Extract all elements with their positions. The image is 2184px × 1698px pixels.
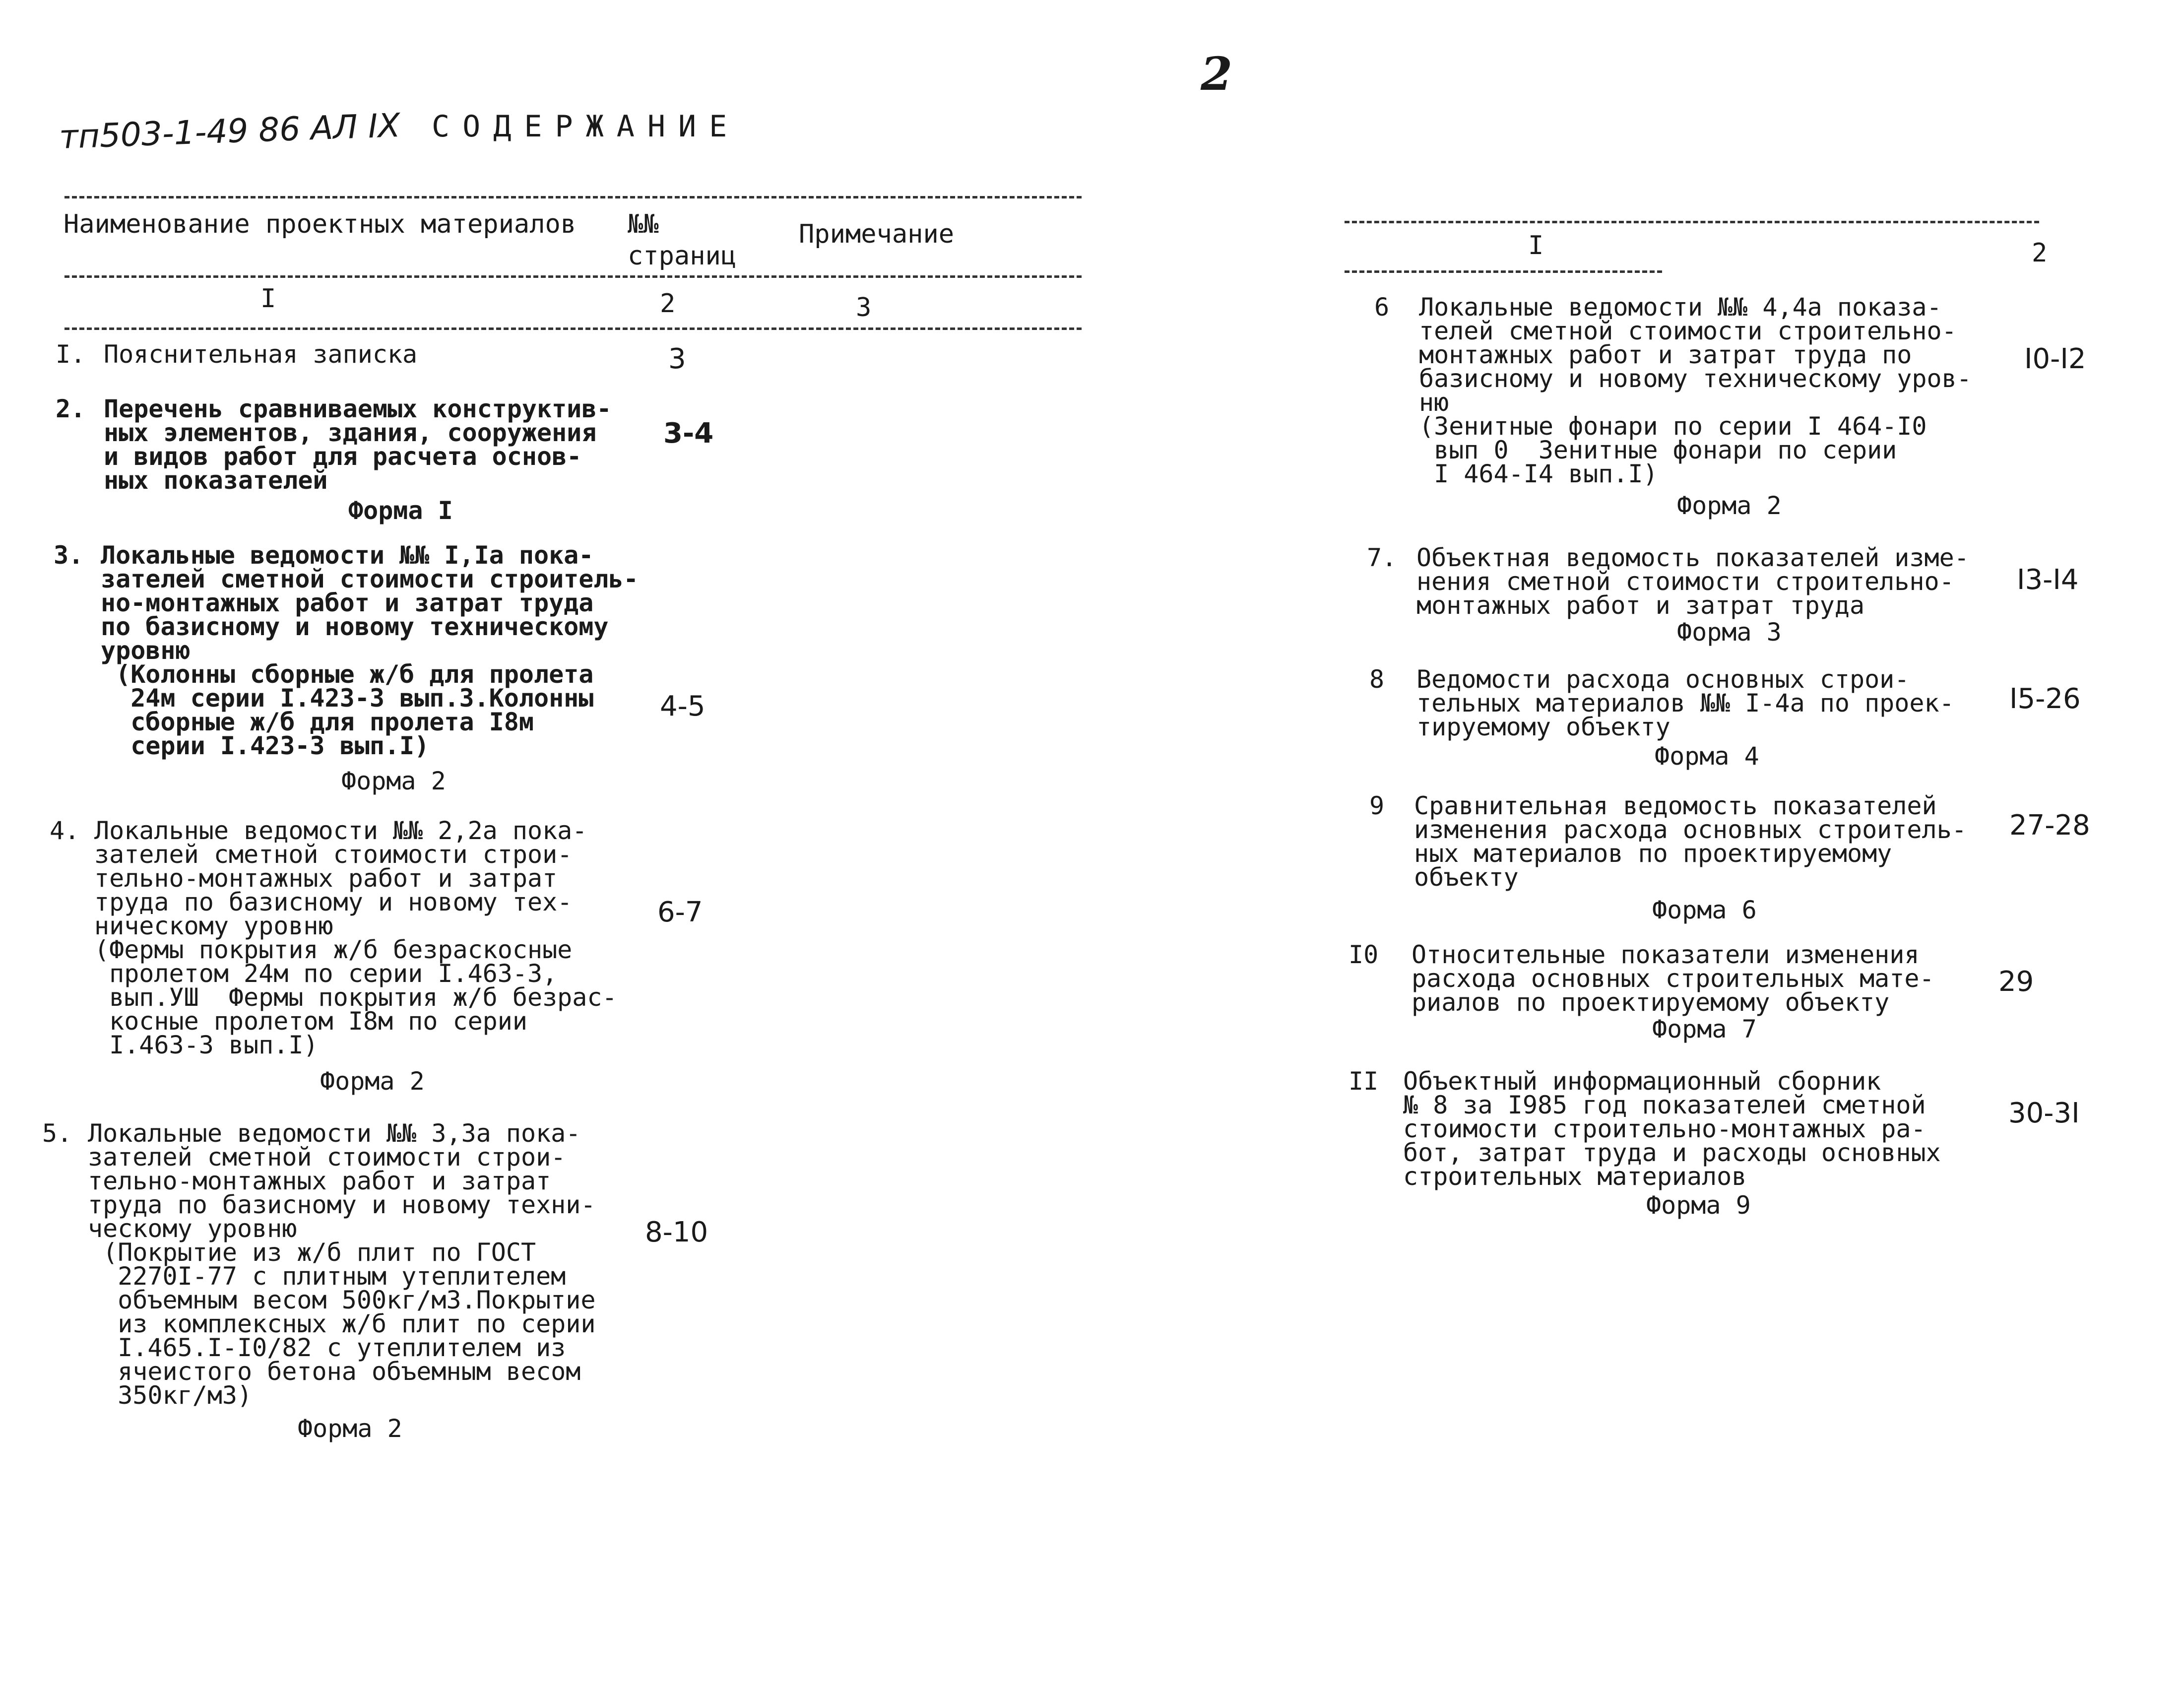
header-col-pages: №№ страниц [628, 209, 737, 271]
item-form: Форма 2 [341, 767, 446, 795]
item-number: 9 [1369, 791, 1385, 820]
item-number: II [1349, 1067, 1379, 1096]
item-form: Форма 4 [1655, 742, 1759, 771]
right-header-rule-top [1345, 221, 2039, 223]
item-number: I0 [1349, 940, 1379, 969]
item-number: 5. [42, 1119, 72, 1148]
item-text: Перечень сравниваемых конструктив- ных элементов, здания, сооружения и видов работ для расчета основ- ных показателей [104, 394, 612, 495]
item-text: Относительные показатели изменения расхода основных строительных мате- риалов по проектируемому объекту [1412, 940, 1934, 1017]
header-col-name: Наименование проектных материалов [64, 209, 577, 239]
item-number: I. [56, 340, 86, 369]
item-form: Форма 9 [1646, 1191, 1751, 1220]
item-form: Форма 3 [1677, 618, 1782, 647]
item-pages: I0-I2 [2024, 343, 2086, 375]
item-form: Форма I [348, 496, 453, 525]
item-text: Объектный информационный сборник № 8 за I985 год показателей сметной стоимости строительно-монтажных ра- бот, затрат труда и расходы основных строительных материалов [1403, 1067, 1941, 1191]
item-text: Пояснительная записка [104, 340, 418, 369]
item-form: Форма 2 [320, 1067, 425, 1096]
header-rule-middle [64, 275, 1082, 278]
item-form: Форма 2 [1677, 491, 1782, 520]
document-title: СОДЕРЖАНИЕ [432, 109, 740, 144]
item-number: 2. [56, 394, 86, 423]
item-number: 8 [1369, 665, 1385, 694]
item-text: Локальные ведомости №№ 3,3а пока- зателей сметной стоимости строи- тельно-монтажных работ и затрат труда по базисному и новому техни- ческому уровню (Покрытие из ж/б плит по ГОСТ 2270I-77 с плитным утеплителем объемным весом 500кг/м3.Покрытие из комплексных ж/б плит по серии I.465.I-I0/82 с утеплителем из ячеистого бетона объемным весом 350кг/м3) [88, 1119, 596, 1410]
right-header-rule-bottom [1345, 270, 1662, 273]
item-pages: 30-3I [2008, 1097, 2080, 1129]
column-number-1: I [260, 284, 276, 314]
right-column-number-1: I [1528, 231, 1544, 261]
item-pages: 3 [668, 343, 686, 375]
item-pages: I5-26 [2009, 683, 2081, 715]
item-form: Форма 6 [1652, 896, 1757, 924]
item-number: 3. [54, 541, 84, 570]
item-text: Объектная ведомость показателей изме- нения сметной стоимости строительно- монтажных работ и затрат труда [1416, 543, 1969, 620]
item-text: Сравнительная ведомость показателей изменения расхода основных строитель- ных материалов по проектируемому объекту [1414, 791, 1967, 892]
header-rule-bottom [64, 327, 1082, 330]
column-number-2: 2 [660, 289, 676, 319]
item-form: Форма 7 [1652, 1015, 1757, 1044]
item-pages: I3-I4 [2017, 564, 2079, 596]
document-code: тп503-1-49 86 АЛ IX [59, 106, 401, 156]
item-pages: 29 [1998, 966, 2034, 998]
item-text: Ведомости расхода основных строи- тельных материалов №№ I-4а по проек- тируемому объекту [1416, 665, 1954, 741]
column-number-3: 3 [856, 293, 872, 323]
item-pages: 6-7 [657, 896, 703, 928]
item-text: Локальные ведомости №№ 4,4а показа- телей сметной стоимости строительно- монтажных работ и затрат труда по базисному и новому техническому уров- ню (Зенитные фонари по серии I 464-I0 вып 0 Зенитные фонари по серии I 464-I4 вып.I) [1419, 293, 1972, 488]
item-pages: 3-4 [663, 417, 714, 450]
header-rule-top [64, 196, 1082, 198]
item-text: Локальные ведомости №№ 2,2а пока- зателей сметной стоимости строи- тельно-монтажных работ и затрат труда по базисному и новому тех- ническому уровню (Фермы покрытия ж/б безраскосные пролетом 24м по серии I.463-3, вып.УШ Фермы покрытия ж/б безрас- косные пролетом I8м по серии I.463-3 вып.I) [94, 816, 617, 1059]
item-number: 6 [1374, 293, 1390, 322]
item-pages: 4-5 [660, 690, 706, 722]
item-pages: 8-10 [645, 1216, 708, 1248]
item-number: 7. [1367, 543, 1397, 572]
item-form: Форма 2 [298, 1414, 402, 1443]
page-number: 2 [1201, 47, 1233, 101]
item-text: Локальные ведомости №№ I,Iа пока- зателей сметной стоимости строитель- но-монтажных работ и затрат труда по базисному и новому техническому уровню (Колонны сборные ж/б для пролета 24м серии I.423-3 вып.3.Колонны сборные ж/б для пролета I8м серии I.423-3 вып.I) [101, 541, 639, 760]
header-col-note: Примечание [799, 219, 955, 249]
item-pages: 27-28 [2009, 809, 2090, 842]
item-number: 4. [50, 816, 80, 845]
right-column-number-2: 2 [2032, 238, 2048, 268]
